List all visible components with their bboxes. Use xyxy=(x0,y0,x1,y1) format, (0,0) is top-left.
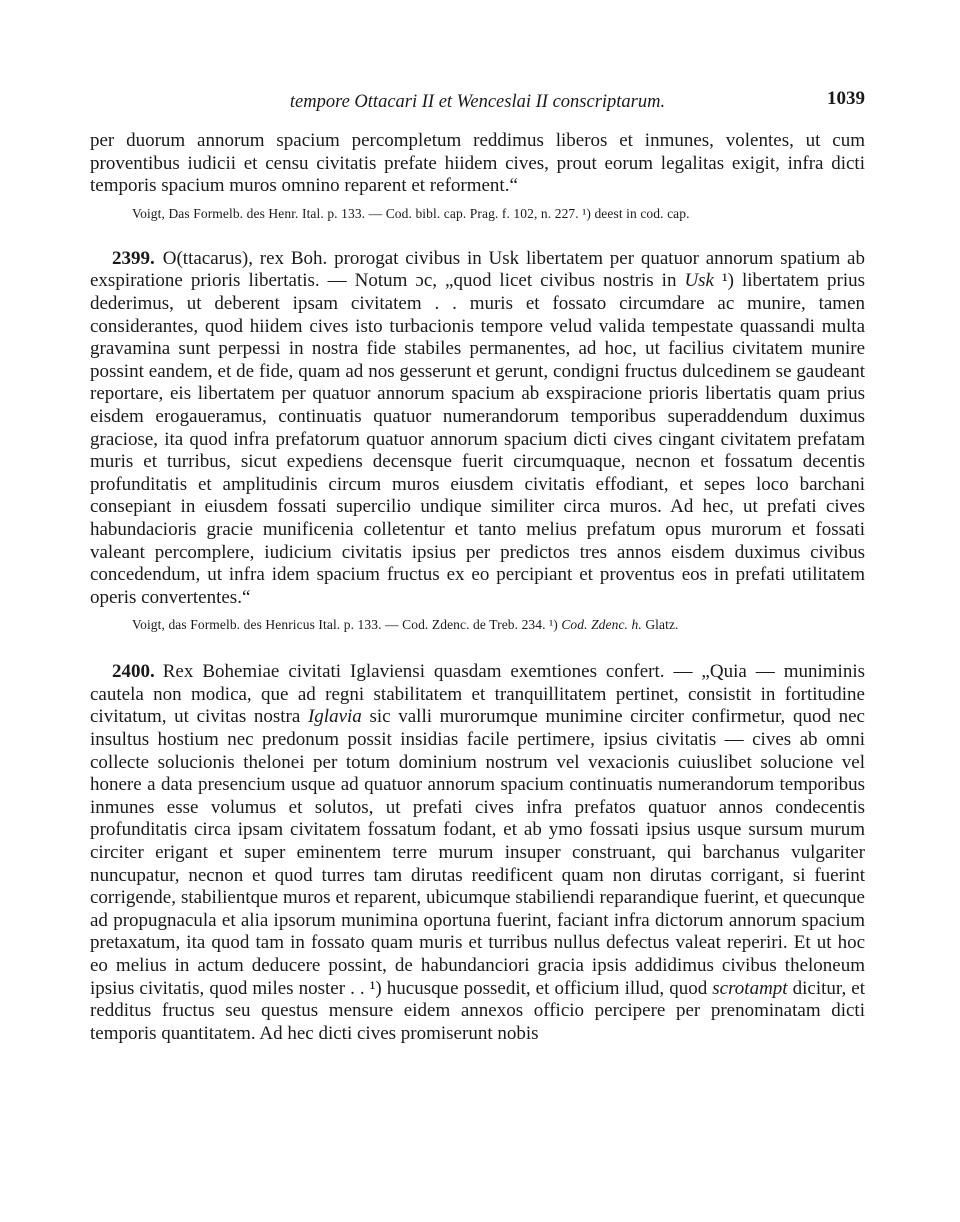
source-text: Voigt, das Formelb. des Henricus Ital. p. 133. — Cod. Zdenc. de Treb. 234. ¹) xyxy=(132,617,562,633)
entry-2399-source-note xyxy=(90,615,865,635)
page-number: 1039 xyxy=(827,88,865,109)
running-head xyxy=(90,86,865,116)
entry-2400 xyxy=(90,661,865,1045)
entry-text: sic valli murorumque munimine circiter confirmetur, quod nec insultus hostium nec predonum possit insidias facile pertimere, ipsius civitatis — cives ab omni collecte solucionis thelonei per totum dominium nostrum vel vexacionis cuiuslibet solucione vel honere a data presencium usque ad quatuor annorum spacium continuatis numerandorum temporibus inmunes esse volumus et solutos, ut prefati cives infra prefatos quatuor annos condecentis profunditatis circa ipsam civitatem fossatum fodant, et ab ymo fossati ipsius usque sursum murum circiter erigant et super eminentem terre murum insuper construant, qui barchanus vulgariter nuncupatur, necnon et quod turres tam dirutas reedificent quam non dirutas corrigant, si fuerint corrigende, stabilientque muros et reparent, ubicumque stabiliendi reparandique fuerint, et quecunque ad propugnacula et alia ipsorum munimina oportuna fuerint, faciant infra dictorum annorum spacium pretaxatum, ita quod tam in fossato quam muris et turribus nullus defectus valeat reperiri. Et ut hoc eo melius in actum deducere possint, de habundanciori gracia ipsis addidimus civibus theloneum ipsius civitatis, quod miles noster . . ¹) hucusque possedit, et officium illud, quod xyxy=(90,706,865,999)
entry-text: O(ttacarus), rex Boh. prorogat civibus in Usk libertatem per quatuor annorum spatium ab exspiratione prioris libertatis. — Notum ɔc, „quod licet civibus nostris in xyxy=(90,247,865,292)
entry-text: Rex Bohemiae civitati Iglaviensi quasdam exemtiones confert. — „Quia — muniminis cautela non modica, que ad regni stabilitatem et tranquillitatem pertinet, consistit in fortitudine civitatum, ut civitas nostra xyxy=(90,661,865,728)
continuation-source-note: Voigt, Das Formelb. des Henr. Ital. p. 133. — Cod. bibl. cap. Prag. f. 102, n. 227. ¹) deest in cod. cap. xyxy=(132,205,690,221)
continuation-paragraph: per duorum annorum spacium percompletum reddimus liberos et inmunes, volentes, ut cum proventibus iudicii et censu civitatis prefate hiidem cives, prout eorum legalitas exigit, infra dicti temporis spacium muros omnino reparent et reforment.“ xyxy=(90,130,865,197)
entry-2399 xyxy=(90,248,865,610)
entry-number: 2399. xyxy=(112,247,155,269)
entry-text: ¹) libertatem prius dederimus, ut deberent ipsam civitatem . . muris et fossato circumdare ac munire, tamen considerantes, quod hiidem cives isto turbacionis tempore velud valida tempestate quassandi multa gravamina sunt perpessi in nostra fide stabiles permanentes, ad hoc, ut facilius civitatem munire possint eandem, et de fide, quam ad nos gesserunt et gerunt, condigni fructus dulcedinem se gaudeant reportare, eis libertatem per quatuor annorum spacium ab exspiracione prioris libertatis quam prius eisdem erogaueramus, continuatis quatuor numerandorum temporibus superaddendum duximus graciose, ita quod infra prefatorum quatuor annorum spacium dicti cives cingant civitatem prefatam muris et turribus, sicut expediens decensque fuerit circumquaque, necnon et fossatum decentis profunditatis et amplitudinis circum muros eiusdem civitatis effodiant, et sepes loco barchani consepiant in eiusdem fossati supercilio undique similiter circa muros. Ad hec, ut prefati cives habundacioris gracie munificenia colletentur et tanto melius prefatum opus murorum et fossati valeant percomplere, iudicium civitatis ipsius per predictos tres annos eisdem duximus civibus concedendum, ut infra idem spacium fructus ex eo percipiant et proventus eos in prefati utilitatem operis convertentes.“ xyxy=(90,270,866,608)
entry-number: 2400. xyxy=(112,661,155,683)
source-text: Glatz. xyxy=(641,617,679,633)
source-italic: Cod. Zdenc. h. xyxy=(561,617,642,633)
running-title: tempore Ottacari II et Wenceslai II conscriptarum. xyxy=(289,92,666,112)
place-name: Usk xyxy=(684,270,714,292)
place-name: Iglavia xyxy=(307,706,362,728)
entry-text: dicitur, et redditus fructus seu questus mensure eidem annexos officio percipere per prenominatam dicti temporis quantitatem. Ad hec dicti cives promiserunt nobis xyxy=(90,977,865,1044)
term: scrotampt xyxy=(712,977,788,999)
page-body xyxy=(90,130,865,1045)
